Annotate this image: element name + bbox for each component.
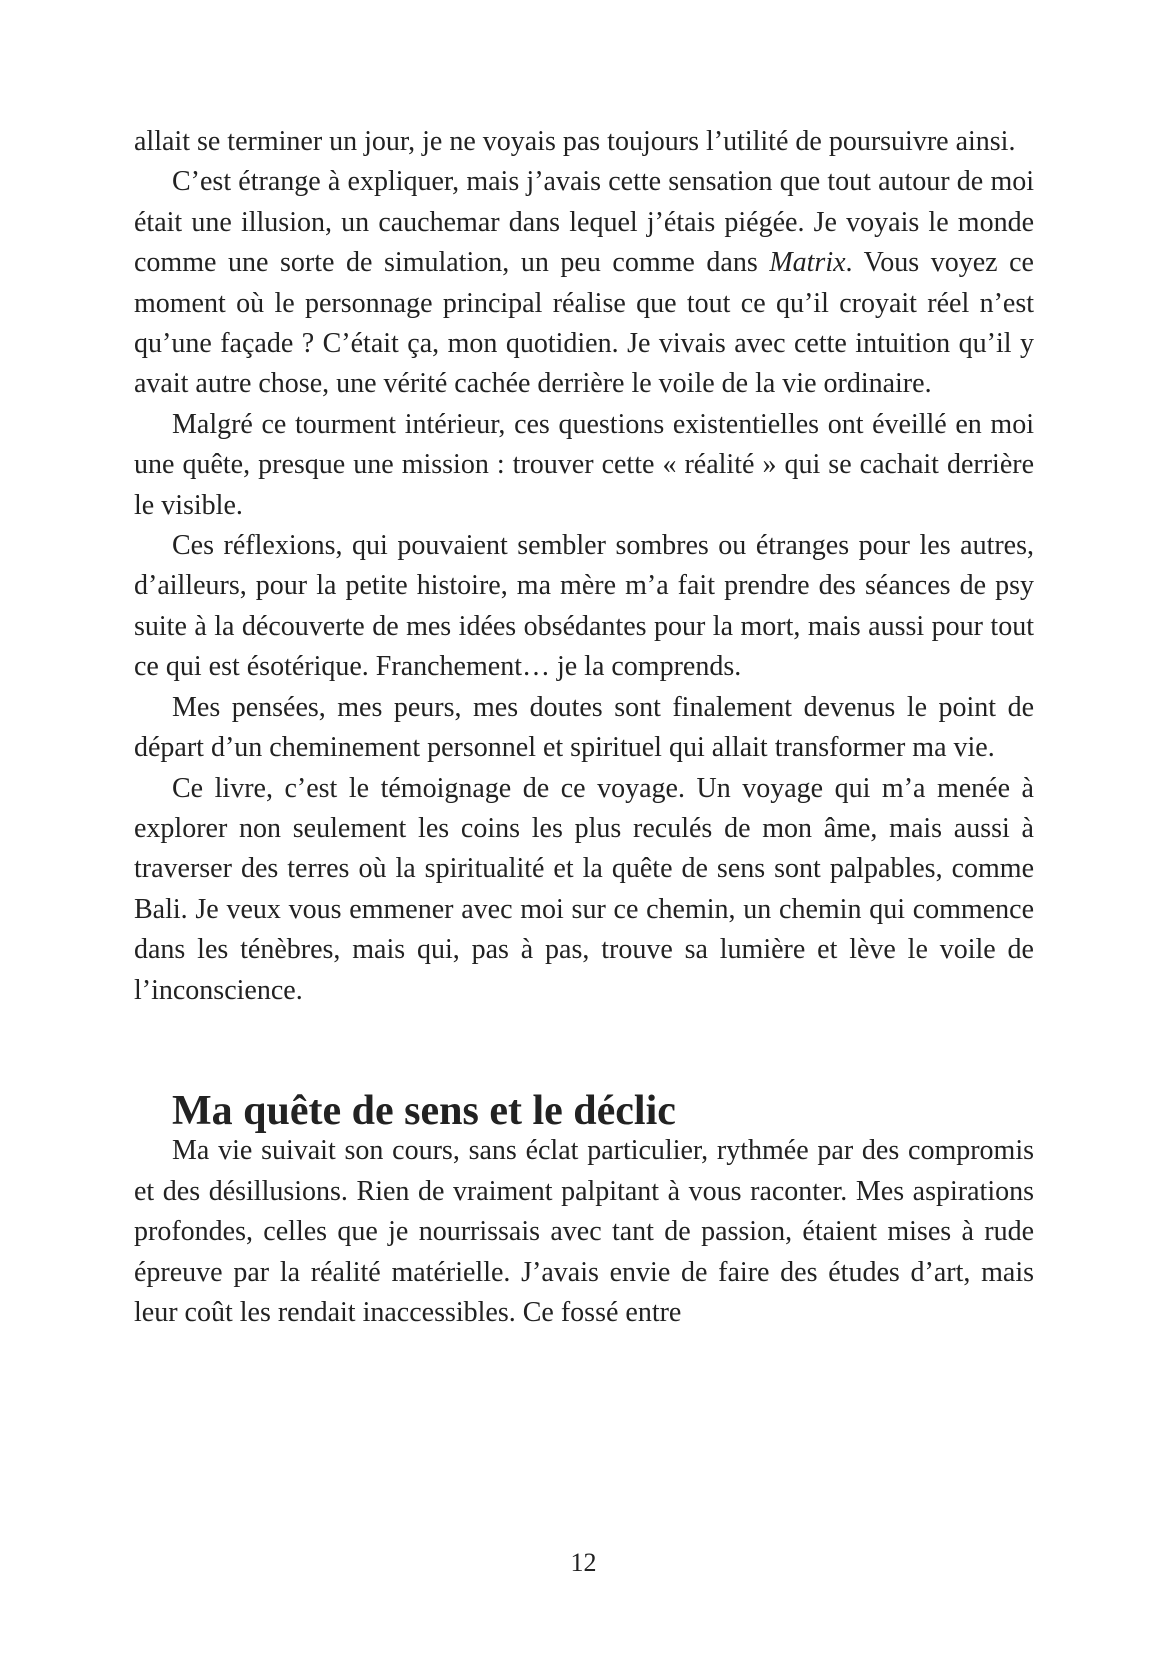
paragraph-2-text-start: C’est étrange à expliquer, mais j’avais cette sensation que tout autour de moi était une illusion, un cauchemar dans lequel j’étais piégée. Je voyais le monde comme une sorte de simulation, un peu comme dans xyxy=(134,166,1034,279)
book-page xyxy=(134,122,1034,1552)
paragraph-5: Mes pensées, mes peurs, mes doutes sont finalement devenus le point de départ d’un cheminement personnel et spirituel qui allait transformer ma vie. xyxy=(134,691,1034,764)
section-title: Ma quête de sens et le déclic xyxy=(172,1087,676,1134)
paragraph-4: Ces réflexions, qui pouvaient sembler sombres ou étranges pour les autres, d’ailleurs, pour la petite histoire, ma mère m’a fait prendre des séances de psy suite à la découverte de mes idées obsédantes pour la mort, mais aussi pour tout ce qui est ésotérique. Franchement… je la comprends. xyxy=(134,530,1034,683)
paragraph-7: Ma vie suivait son cours, sans éclat particulier, rythmée par des compromis et des désillusions. Rien de vraiment palpitant à vous raconter. Mes aspirations profondes, celles que je nourrissais avec tant de passion, étaient mises à rude épreuve par la réalité matérielle. J’avais envie de faire des études d’art, mais leur coût les rendait inaccessibles. Ce fossé entre xyxy=(134,1135,1034,1328)
page-number: 12 xyxy=(570,1548,597,1577)
paragraph-1: allait se terminer un jour, je ne voyais pas toujours l’utilité de poursuivre ainsi. xyxy=(134,126,1016,157)
paragraph-3: Malgré ce tourment intérieur, ces questions existentielles ont éveillé en moi une quête, presque une mission : trouver cette « réalité » qui se cachait derrière le visible. xyxy=(134,408,1034,521)
paragraph-2-text-end: . Vous voyez ce moment où le personnage principal réalise que tout ce qu’il croyait réel n’est qu’une façade ? C’était ça, mon quotidien. Je vivais avec cette intuition qu’il y avait autre chose, une vérité cachée derrière le voile de la vie ordinaire. xyxy=(134,247,1034,400)
paragraph-2 xyxy=(134,162,1034,404)
paragraph-6: Ce livre, c’est le témoignage de ce voyage. Un voyage qui m’a menée à explorer non seulement les coins les plus reculés de mon âme, mais aussi à traverser des terres où la spiritualité et la quête de sens sont palpables, comme Bali. Je veux vous emmener avec moi sur ce chemin, un chemin qui commence dans les ténèbres, mais qui, pas à pas, trouve sa lumière et lève le voile de l’inconscience. xyxy=(134,772,1034,1006)
paragraph-2-italic-title: Matrix xyxy=(769,247,846,279)
